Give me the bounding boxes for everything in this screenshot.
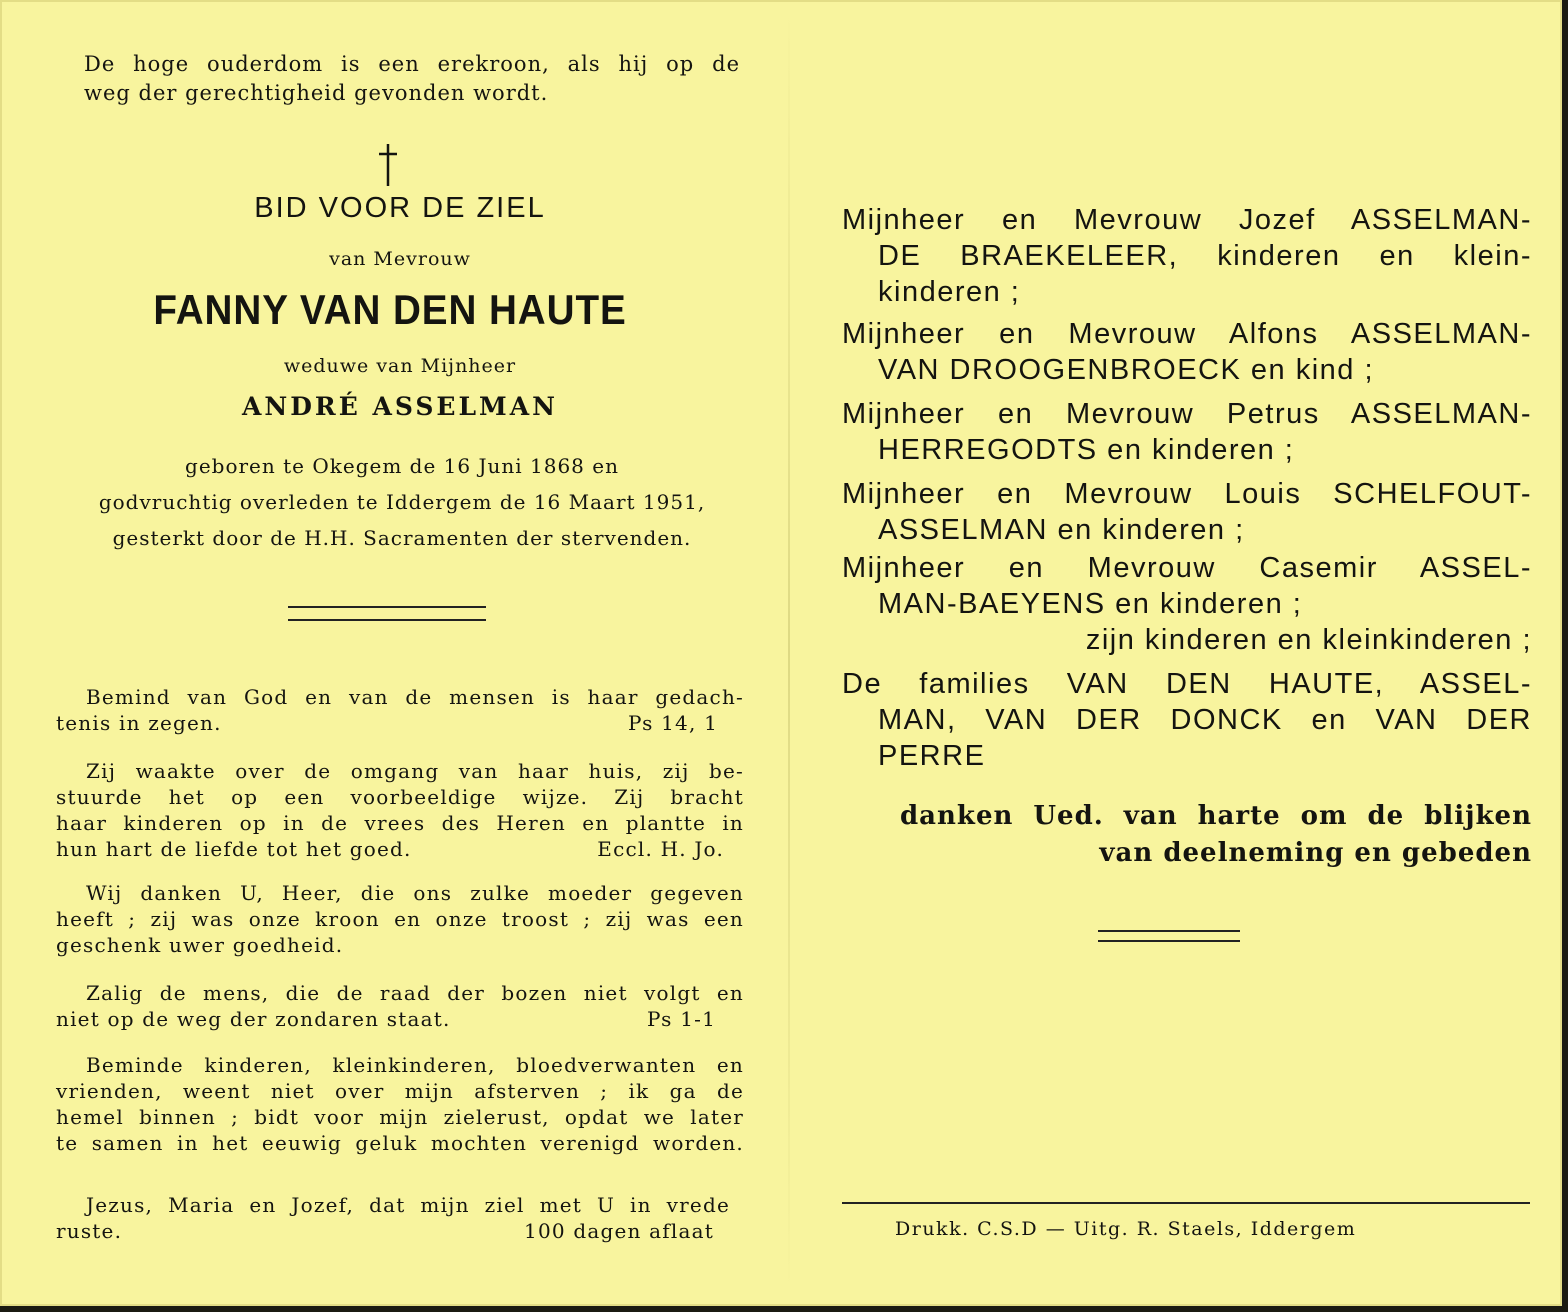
quote-4-last-row [56,1006,744,1032]
family-5-first-line: Mijnheer en Mevrouw Casemir ASSEL- [842,552,1532,584]
cross-icon [376,142,400,188]
sacraments-line: gesterkt door de H.H. Sacramenten der stervenden. [112,526,692,550]
card-fold [788,6,790,1296]
family-4-last-line: ASSELMAN en kinderen ; [878,514,1245,546]
family-4 [842,476,1532,548]
quote-5-line-1: Beminde kinderen, kleinkinderen, bloedverwanten en [86,1053,744,1077]
quote-4-last-line: niet op de weg der zondaren staat. [56,1007,451,1031]
epigraph-line-1: De hoge ouderdom is een erekroon, als hij op de [84,52,740,76]
family-4-first-line: Mijnheer en Mevrouw Louis SCHELFOUT- [842,478,1532,510]
quote-3-line-2: heeft ; zij was onze kroon en onze troost ; zij was een [56,907,744,931]
family-2 [842,316,1532,388]
family-3 [842,396,1532,468]
deceased-name: FANNY VAN DEN HAUTE [153,286,627,333]
divider-rule-2 [288,619,486,621]
quote-6-last-row [56,1218,744,1244]
families-line-2: MAN, VAN DER DONCK en VAN DER [878,704,1532,736]
family-3-first-line: Mijnheer en Mevrouw Petrus ASSELMAN- [842,398,1532,430]
van-mevrouw: van Mevrouw [329,248,471,270]
families-line [842,666,1532,774]
epigraph [84,50,740,108]
epigraph-line-2: weg der gerechtigheid gevonden wordt. [84,81,549,105]
quote-2-line-3: haar kinderen op in de vrees des Heren en plantte in [56,811,744,835]
quote-2-last-line: hun hart de liefde tot het goed. [56,837,412,861]
thanks-line-1: danken Ued. van harte om de blijken [900,801,1532,831]
quote-6-ref: 100 dagen aflaat [524,1219,714,1243]
husband-name: ANDRÉ ASSELMAN [242,392,558,421]
widow-of: weduwe van Mijnheer [283,355,517,377]
pray-heading: BID VOOR DE ZIEL [254,192,546,224]
family-5 [842,550,1532,622]
quote-1-last-line: tenis in zegen. [56,711,222,735]
thanks-line-2: van deelneming en gebeden [1099,838,1532,868]
quote-2-line-2: stuurde het op een voorbeeldige wijze. Zij bracht [56,785,744,809]
death-line: godvruchtig overleden te Iddergem de 16 Maart 1951, [98,490,706,514]
right-divider-rule-2 [1098,940,1240,942]
quote-2 [56,758,744,862]
family-5-last-line: MAN-BAEYENS en kinderen ; [878,588,1303,620]
quote-3 [56,880,744,958]
quote-3-last-line: geschenk uwer goedheid. [56,933,344,957]
family-2-last-line: VAN DROOGENBROECK en kind ; [878,354,1375,386]
family-1 [842,202,1532,310]
quote-1-last-row [56,710,744,736]
quote-1-line: Bemind van God en van de mensen is haar gedach- [86,685,744,709]
right-divider-rule-1 [1098,930,1240,932]
thanks-block [900,798,1532,872]
divider-rule-1 [288,606,486,608]
quote-3-line-1: Wij danken U, Heer, die ons zulke moeder gegeven [86,881,744,905]
families-line-3: PERRE [878,740,986,772]
quote-5 [56,1052,744,1156]
family-2-first-line: Mijnheer en Mevrouw Alfons ASSELMAN- [842,318,1532,350]
printer-credit: Drukk. C.S.D — Uitg. R. Staels, Iddergem [895,1218,1357,1240]
quote-1 [56,684,744,736]
birth-death-info [62,448,742,556]
quote-2-line-1: Zij waakte over de omgang van haar huis, zij be- [86,759,744,783]
quote-6-last-line: ruste. [56,1219,123,1243]
quote-5-line-3: hemel binnen ; bidt voor mijn zielerust, opdat we later [56,1105,744,1129]
quote-4-ref: Ps 1-1 [647,1007,716,1031]
family-1-last-line: kinderen ; [878,276,1021,308]
quote-2-last-row [56,836,744,862]
quote-1-ref: Ps 14, 1 [627,711,718,735]
quote-6 [56,1192,744,1244]
family-3-last-line: HERREGODTS en kinderen ; [878,434,1295,466]
family-1-line-2: DE BRAEKELEER, kinderen en klein- [878,240,1532,272]
quote-4 [56,980,744,1032]
quote-2-ref: Eccl. H. Jo. [597,837,724,861]
family-1-first-line: Mijnheer en Mevrouw Jozef ASSELMAN- [842,204,1532,236]
grandchildren-line: zijn kinderen en kleinkinderen ; [1085,624,1532,656]
birth-line: geboren te Okegem de 16 Juni 1868 en [185,454,619,478]
quote-6-line: Jezus, Maria en Jozef, dat mijn ziel met U in vrede [86,1193,730,1217]
quote-5-line-4: te samen in het eeuwig geluk mochten verenigd worden. [56,1131,744,1155]
families-line-1: De families VAN DEN HAUTE, ASSEL- [842,668,1532,700]
printer-rule [842,1202,1530,1204]
quote-5-line-2: vrienden, weent niet over mijn afsterven ; ik ga de [56,1079,744,1103]
quote-4-line: Zalig de mens, die de raad der bozen niet volgt en [86,981,744,1005]
